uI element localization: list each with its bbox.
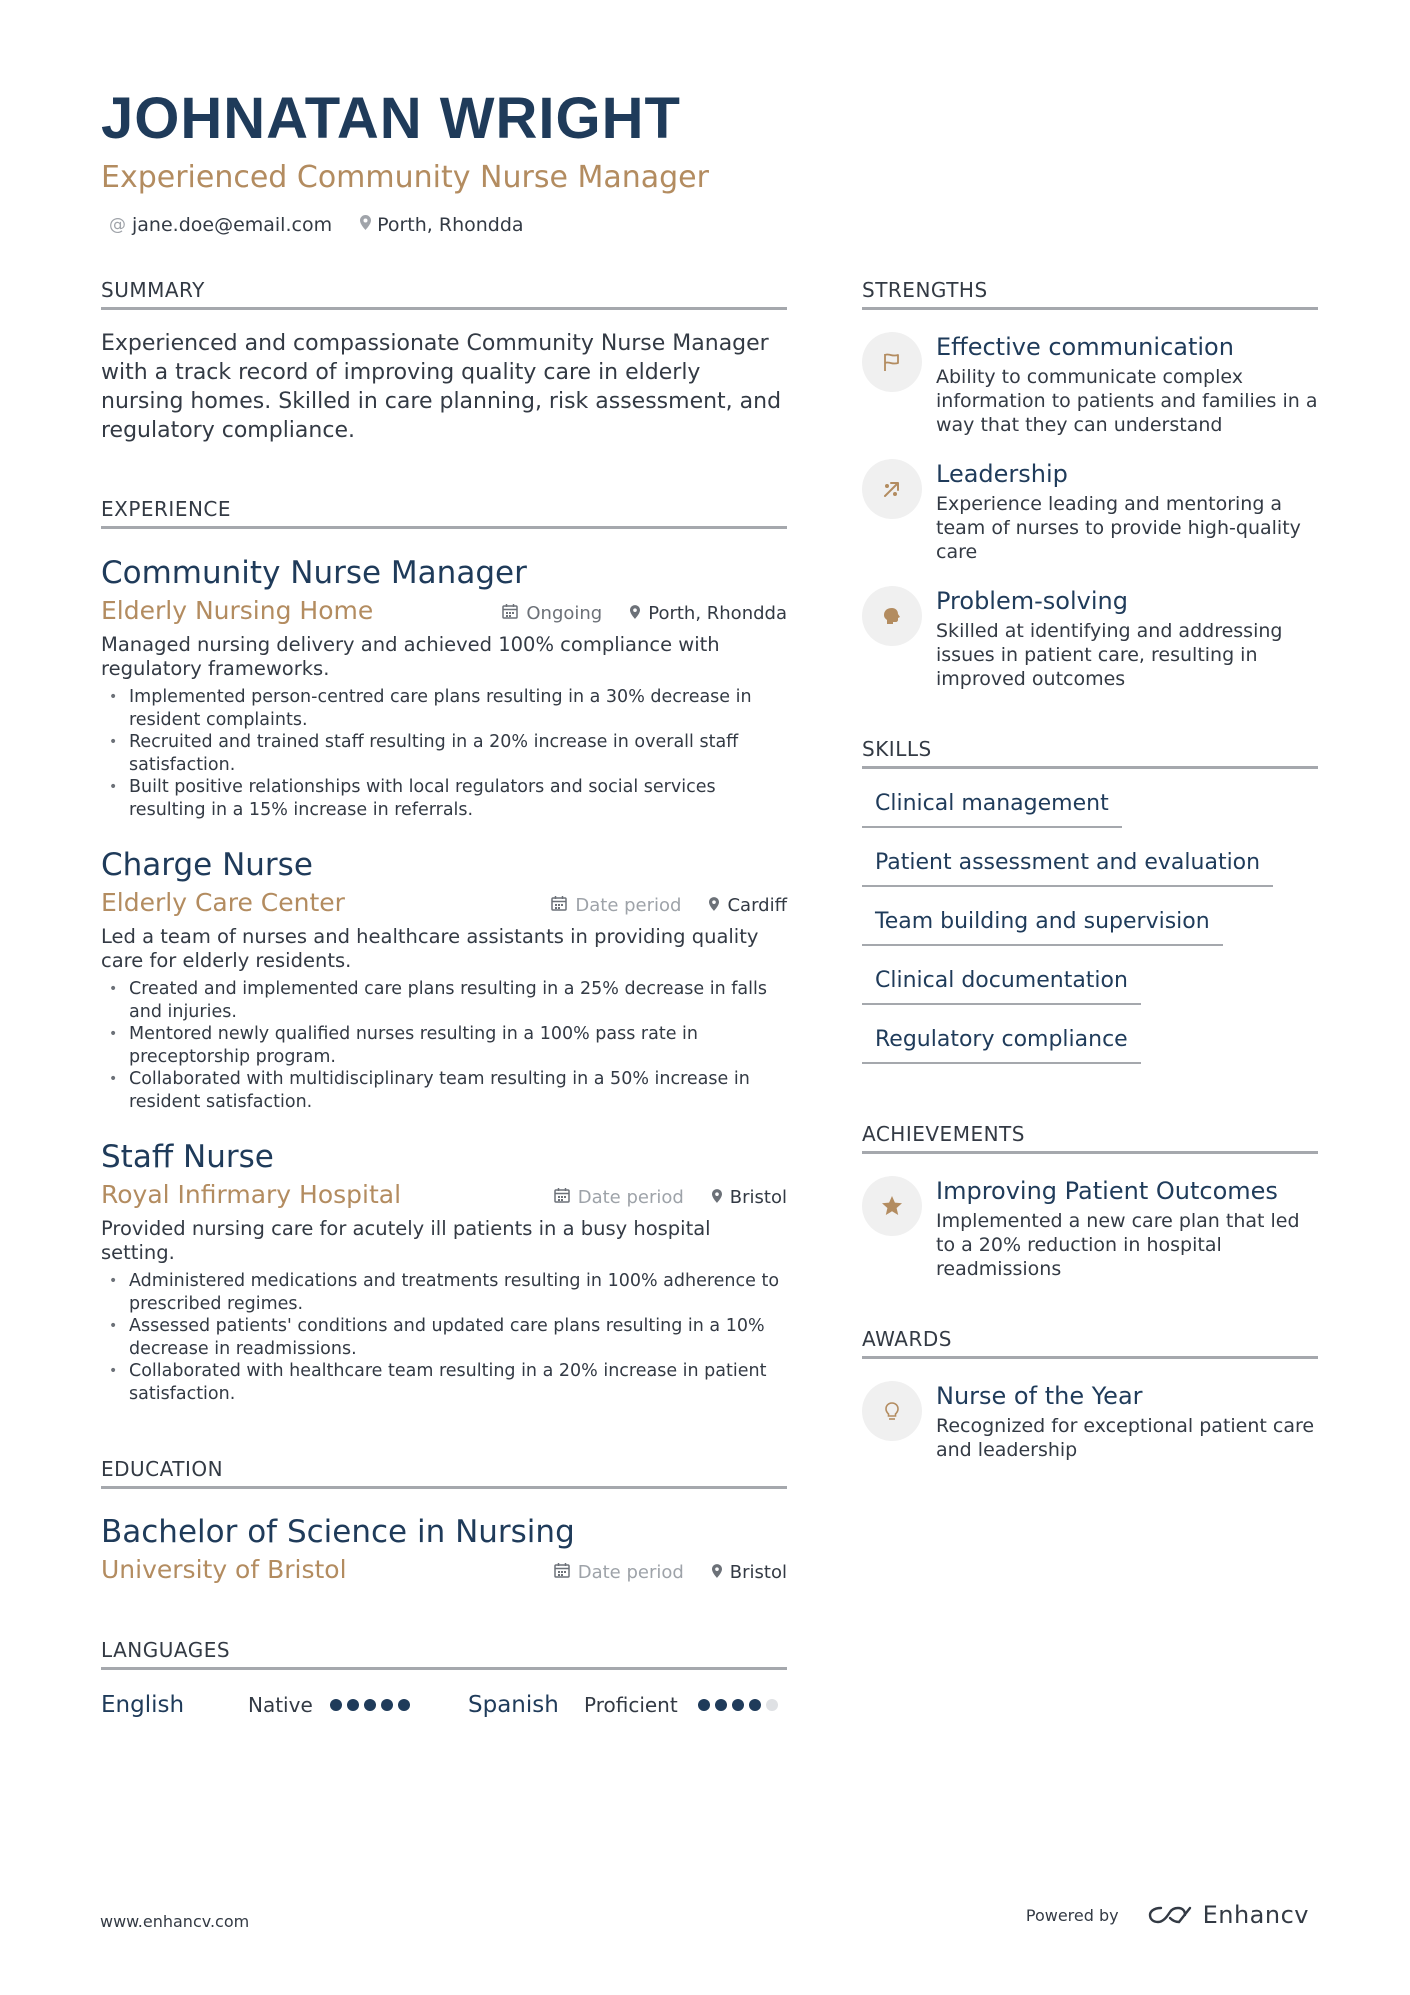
strengths-item [862,459,1318,564]
right-column [862,278,1318,1462]
job-meta [474,603,787,624]
education-meta [526,1562,787,1583]
achievements-section [862,1122,1318,1281]
job-location [630,603,787,624]
rating-dot-filled [364,1699,376,1711]
location-text: Porth, Rhondda [377,214,524,236]
job-period [554,1187,684,1208]
brand-name: Enhancv [1202,1901,1309,1929]
candidate-headline: Experienced Community Nurse Manager [101,160,709,195]
job-list [101,555,787,1405]
email-text: jane.doe@email.com [132,214,333,236]
achievements-heading: ACHIEVEMENTS [862,1122,1318,1154]
contact-info [101,214,1311,236]
achievements-item [862,1176,1318,1281]
bullet-item: • Collaborated with healthcare team resulting in a 20% increase in patient satisfaction. [101,1360,787,1405]
awards-item [862,1381,1318,1462]
candidate-name: JOHNATAN WRIGHT [101,86,681,151]
rating-dot-filled [698,1699,710,1711]
skill-tag: Patient assessment and evaluation [862,849,1273,887]
strengths-item [862,586,1318,691]
skill-tag: Clinical documentation [862,967,1141,1005]
language-level: Native [248,1693,313,1717]
strengths-item-description: Experience leading and mentoring a team of nurses to provide high-quality care [936,493,1301,563]
awards-heading: AWARDS [862,1327,1318,1359]
location-pin-icon [712,1188,722,1207]
awards-section [862,1327,1318,1462]
skill-tag: Team building and supervision [862,908,1223,946]
education-heading: EDUCATION [101,1457,787,1489]
job-location-text: Bristol [729,1186,787,1208]
job-period-text: Date period [575,894,682,916]
job-entry [101,1139,787,1405]
strengths-item-description: Ability to communicate complex information to patients and families in a way that they can understand [936,366,1318,436]
summary-section [101,278,787,445]
job-title: Staff Nurse [101,1139,274,1175]
job-description: Managed nursing delivery and achieved 100% compliance with regulatory frameworks. [101,633,720,680]
company-name: Elderly Care Center [101,888,345,917]
strengths-item-text [936,459,1318,564]
experience-section [101,497,787,1405]
achievements-item-text [936,1176,1318,1281]
bullet-item: • Created and implemented care plans resulting in a 25% decrease in falls and injuries. [101,978,787,1023]
job-meta [523,895,787,916]
powered-by-label: Powered by [1025,1905,1119,1925]
contact-email[interactable] [109,214,332,236]
education-row [101,1554,787,1586]
job-row [101,1179,787,1211]
degree-title: Bachelor of Science in Nursing [101,1514,575,1550]
rating-dot-filled [398,1699,410,1711]
calendar-icon [554,1187,570,1207]
achievements-list [862,1176,1318,1281]
rating-dot-filled [330,1699,342,1711]
summary-text: Experienced and compassionate Community Nurse Manager with a track record of improving quality care in elderly nursing homes. Skilled in care planning, risk assessment, and regulatory compliance. [101,331,782,443]
location-pin-icon [360,215,371,235]
brand-logo[interactable] [1147,1901,1309,1929]
job-title: Community Nurse Manager [101,555,527,591]
skills-heading: SKILLS [862,737,1318,769]
language-level: Proficient [584,1693,678,1717]
awards-list [862,1381,1318,1462]
bullet-item: • Recruited and trained staff resulting in a 20% increase in overall staff satisfaction. [101,731,787,776]
enhancv-logo-icon [1147,1904,1193,1926]
rating-dot-empty [766,1699,778,1711]
education-period [554,1562,684,1583]
languages-heading: LANGUAGES [101,1638,787,1670]
at-sign-icon: @ [109,215,126,235]
school-name: University of Bristol [101,1555,347,1584]
rating-dot-filled [749,1699,761,1711]
strengths-item-description: Skilled at identifying and addressing issues in patient care, resulting in improved outcomes [936,620,1283,690]
job-entry [101,555,787,821]
job-location-text: Porth, Rhondda [648,602,787,624]
job-location [712,1187,787,1208]
job-description: Led a team of nurses and healthcare assistants in providing quality care for elderly residents. [101,925,759,972]
languages-section [101,1638,787,1718]
strengths-item [862,332,1318,437]
rating-dot-filled [347,1699,359,1711]
experience-heading: EXPERIENCE [101,497,787,529]
job-description: Provided nursing care for acutely ill patients in a busy hospital setting. [101,1217,711,1264]
education-location-text: Bristol [729,1561,787,1583]
flag-icon [862,332,922,392]
rating-dot-filled [732,1699,744,1711]
skills-section [862,737,1318,1064]
calendar-icon [502,603,518,623]
awards-item-title: Nurse of the Year [936,1382,1143,1410]
bullet-item: • Implemented person-centred care plans resulting in a 30% decrease in resident complaints. [101,686,787,731]
location-pin-icon [630,604,640,623]
calendar-icon [554,1562,570,1582]
calendar-icon [551,895,567,915]
job-period [502,603,602,624]
lightbulb-icon [862,1381,922,1441]
job-bullets [101,1270,787,1405]
star-icon [862,1176,922,1236]
bullet-item: • Collaborated with multidisciplinary team resulting in a 50% increase in resident satisfaction. [101,1068,787,1113]
education-location [712,1562,787,1583]
location-pin-icon [712,1563,722,1582]
job-period [551,895,681,916]
footer-branding [1026,1901,1309,1929]
bullet-item: • Mentored newly qualified nurses resulting in a 100% pass rate in preceptorship program. [101,1023,787,1068]
company-name: Elderly Nursing Home [101,596,374,625]
strengths-item-text [936,332,1318,437]
rating-dot-filled [381,1699,393,1711]
bullet-item: • Administered medications and treatments resulting in 100% adherence to prescribed regimes. [101,1270,787,1315]
job-location [709,895,787,916]
strengths-item-title: Effective communication [936,333,1234,361]
language-rating [698,1699,783,1711]
bullet-item: • Assessed patients' conditions and updated care plans resulting in a 10% decrease in readmissions. [101,1315,787,1360]
achievements-item-description: Implemented a new care plan that led to a 20% reduction in hospital readmissions [936,1210,1300,1280]
job-title: Charge Nurse [101,847,313,883]
job-period-text: Date period [577,1186,684,1208]
strengths-section [862,278,1318,691]
education-period-text: Date period [577,1561,684,1583]
brain-icon [862,586,922,646]
language-name: English [101,1692,185,1718]
job-period-text: Ongoing [526,602,603,624]
job-row [101,595,787,627]
achievements-item-title: Improving Patient Outcomes [936,1177,1278,1205]
language-list [101,1692,787,1718]
strengths-list [862,332,1318,691]
skill-tag: Regulatory compliance [862,1026,1141,1064]
summary-heading: SUMMARY [101,278,787,310]
job-entry [101,847,787,1113]
awards-item-description: Recognized for exceptional patient care and leadership [936,1415,1315,1461]
job-bullets [101,686,787,821]
bullet-item: • Built positive relationships with local regulators and social services resulting in a 15% increase in referrals. [101,776,787,821]
strengths-item-title: Problem-solving [936,587,1128,615]
strengths-item-text [936,586,1318,691]
skills-list [862,769,1318,1064]
language-rating [330,1699,468,1711]
rating-dot-filled [715,1699,727,1711]
job-bullets [101,978,787,1113]
job-location-text: Cardiff [727,894,787,916]
company-name: Royal Infirmary Hospital [101,1180,402,1209]
left-column [101,278,787,1718]
location-pin-icon [709,896,719,915]
language-name: Spanish [468,1692,559,1718]
contact-location [360,214,523,236]
footer-website[interactable]: www.enhancv.com [100,1912,250,1931]
job-meta [526,1187,787,1208]
strengths-heading: STRENGTHS [862,278,1318,310]
job-row [101,887,787,919]
strengths-item-title: Leadership [936,460,1068,488]
resume-header [101,88,1311,236]
skill-tag: Clinical management [862,790,1122,828]
leadership-icon [862,459,922,519]
education-section [101,1457,787,1586]
awards-item-text [936,1381,1318,1462]
